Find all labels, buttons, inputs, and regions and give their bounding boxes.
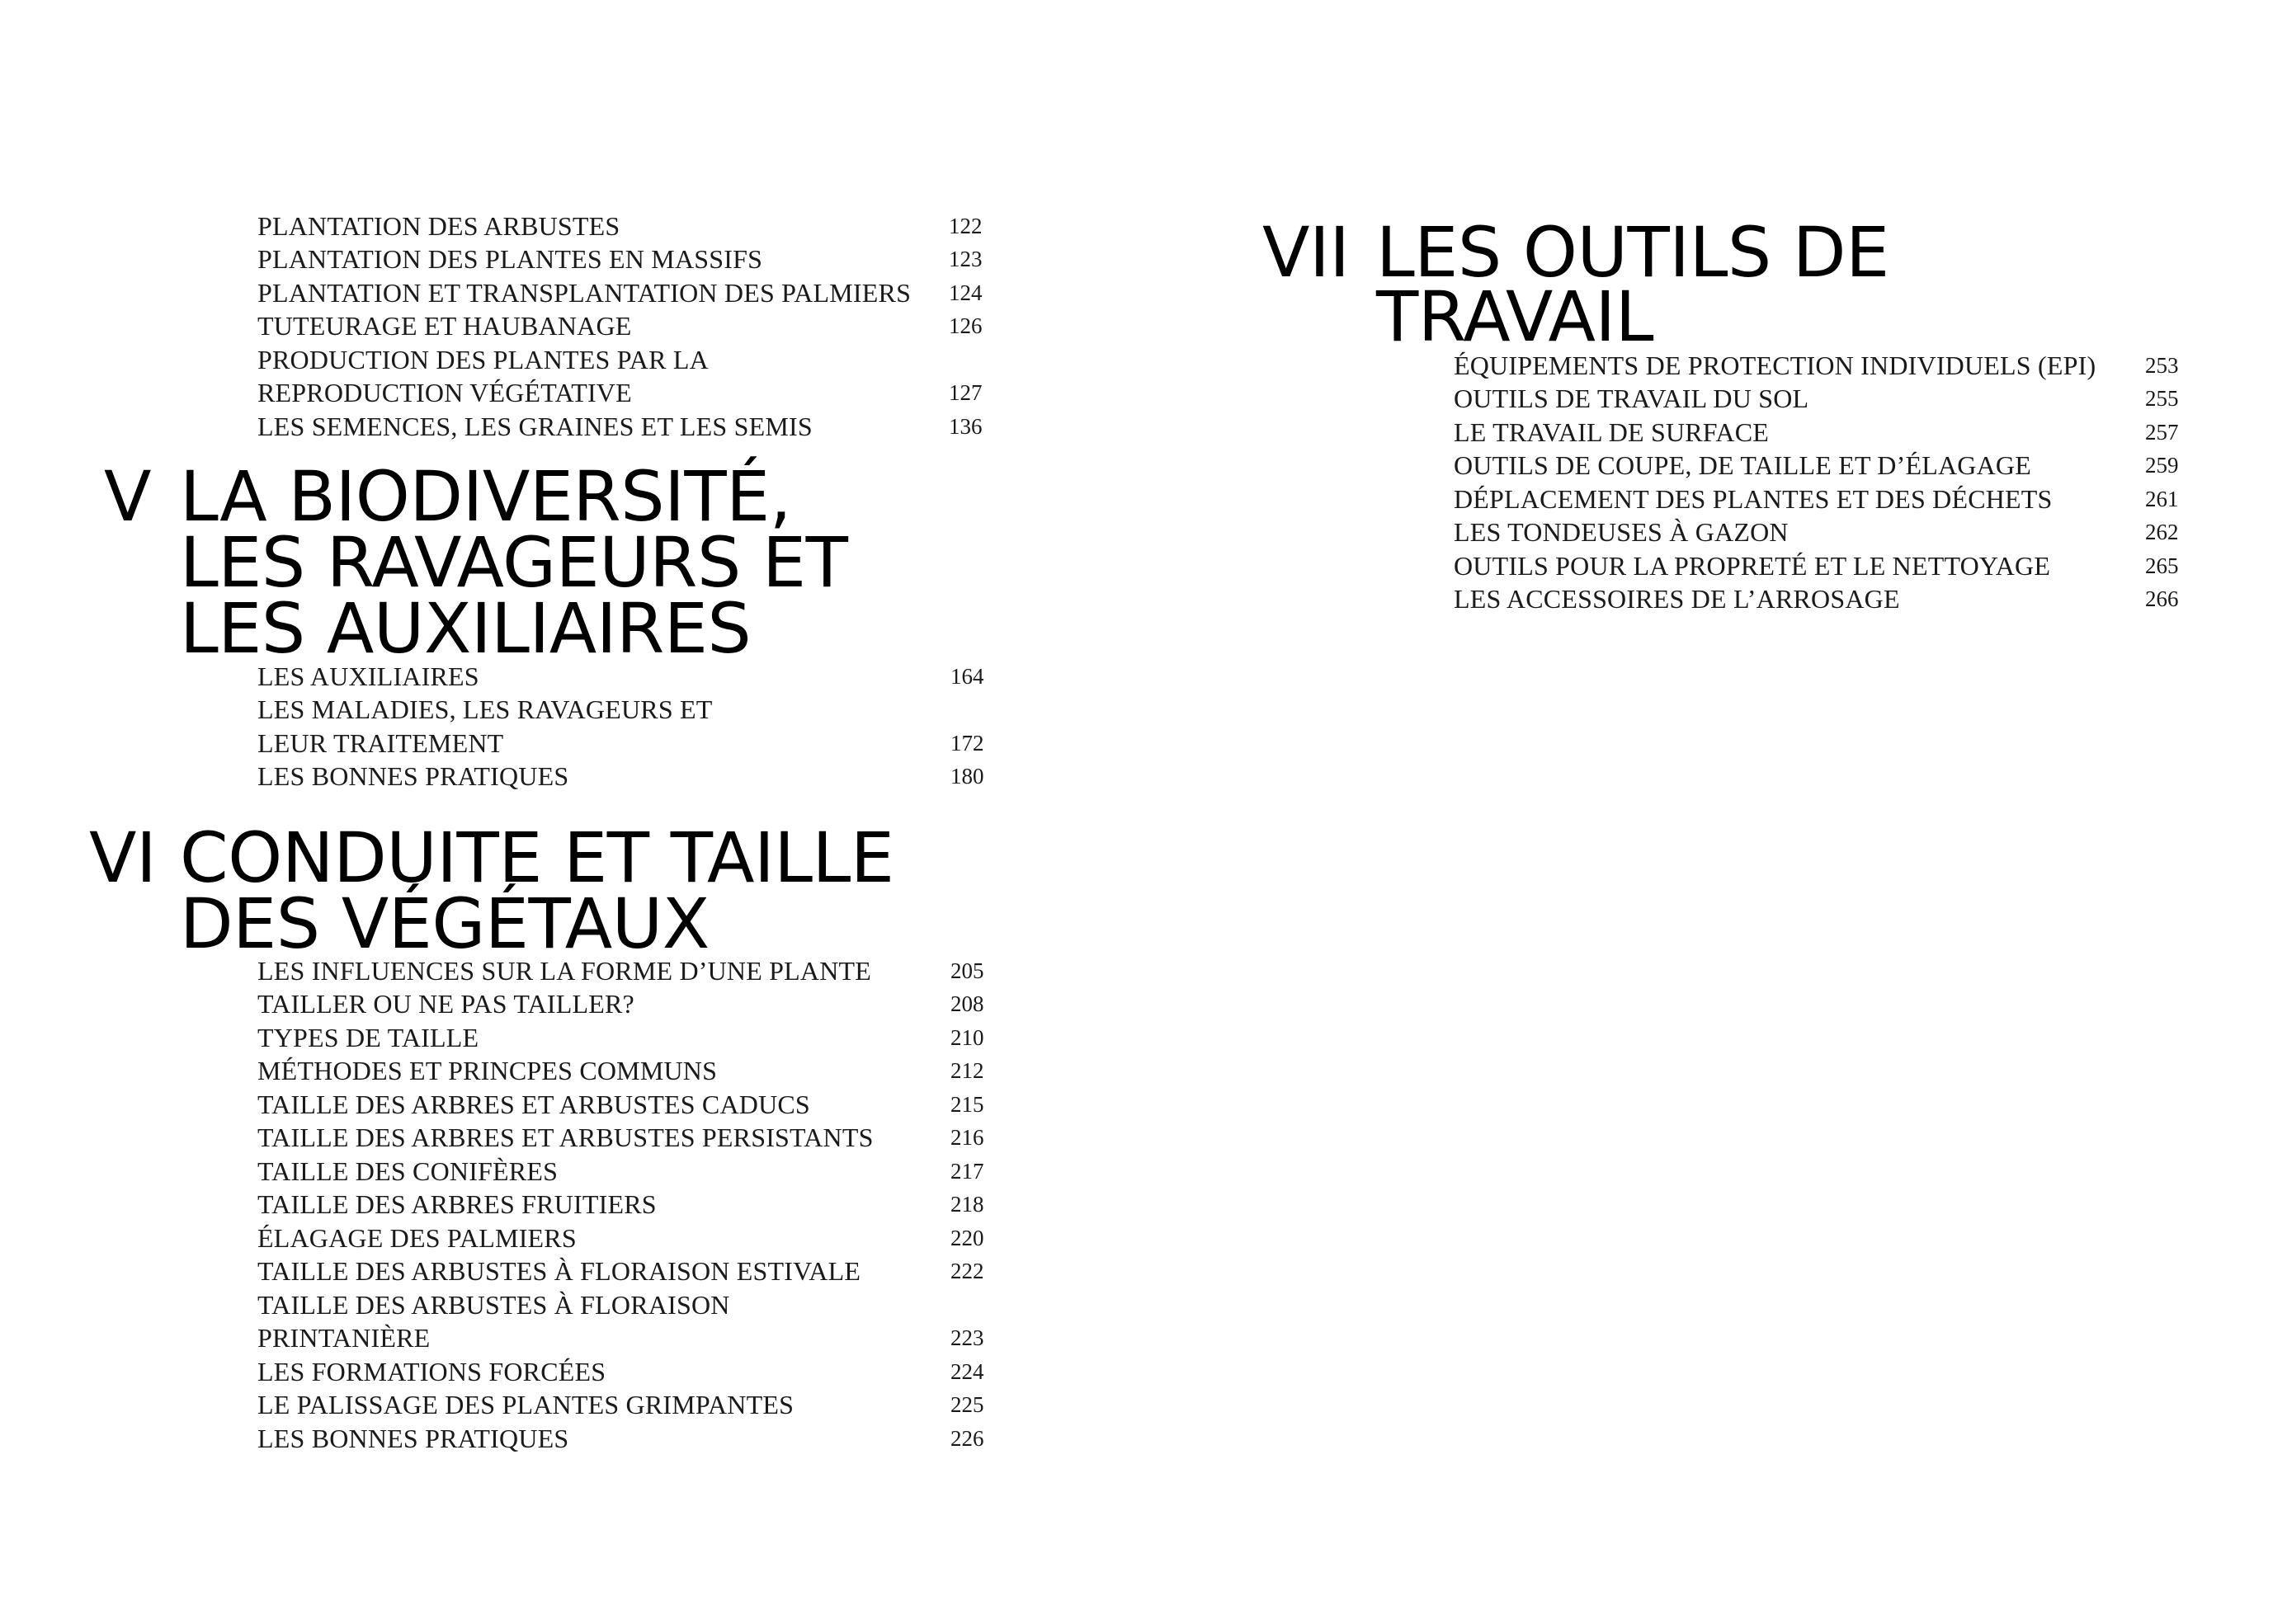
toc-entry[interactable] [1454, 415, 2196, 449]
toc-entry-page: 218 [950, 1192, 984, 1217]
toc-entry[interactable] [257, 659, 1016, 693]
toc-entry-page: 222 [950, 1259, 984, 1283]
toc-entry-title: LES FORMATIONS FORCÉES [257, 1356, 606, 1386]
toc-entry[interactable] [1454, 482, 2196, 515]
toc-entry[interactable] [1454, 449, 2196, 482]
toc-entry-title: LES MALADIES, LES RAVAGEURS ET [257, 694, 713, 724]
toc-entry-title: DÉPLACEMENT DES PLANTES ET DES DÉCHETS [1454, 483, 2053, 514]
toc-entry-title: LE TRAVAIL DE SURFACE [1454, 417, 1770, 447]
toc-entry-page: 216 [950, 1125, 984, 1150]
toc-entry-title: LES BONNES PRATIQUES [257, 761, 569, 791]
toc-entry-title: PLANTATION DES ARBUSTES [257, 210, 620, 241]
toc-entry[interactable] [257, 342, 1016, 376]
toc-entry-title: LES TONDEUSES À GAZON [1454, 517, 1789, 547]
toc-entry-title: ÉQUIPEMENTS DE PROTECTION INDIVIDUELS (EPI) [1454, 350, 2096, 380]
toc-entry-title: PLANTATION ET TRANSPLANTATION DES PALMIERS [257, 277, 912, 308]
toc-entry-title: TAILLER OU NE PAS TAILLER? [257, 989, 634, 1019]
toc-entry[interactable] [257, 1221, 1016, 1254]
chapter-title-line: LES OUTILS DE [1376, 212, 1889, 293]
toc-entries-chapter-vii [1454, 348, 2196, 615]
toc-entry-title: TYPES DE TAILLE [257, 1022, 479, 1052]
toc-entry-page: 217 [950, 1158, 984, 1184]
toc-entry-title: LE PALISSAGE DES PLANTES GRIMPANTES [257, 1390, 795, 1419]
toc-entry-title: OUTILS DE COUPE, DE TAILLE ET D’ÉLAGAGE [1454, 450, 2031, 480]
toc-entry[interactable] [257, 1020, 1016, 1054]
toc-entries-chapter-iv [257, 209, 1016, 443]
toc-entry-page: 253 [2145, 352, 2179, 378]
toc-entry-title: MÉTHODES ET PRINCPES COMMUNS [257, 1056, 718, 1085]
toc-entry[interactable] [257, 309, 1016, 343]
toc-entry-title: OUTILS DE TRAVAIL DU SOL [1454, 384, 1809, 413]
toc-entry-page: 180 [950, 764, 984, 788]
toc-entry-title: TUTEURAGE ET HAUBANAGE [257, 311, 632, 341]
toc-entry-title: LES INFLUENCES SUR LA FORME D’UNE PLANTE [257, 955, 872, 986]
toc-entry[interactable] [257, 987, 1016, 1021]
toc-entry-page: 164 [950, 663, 984, 689]
toc-entry[interactable] [1454, 382, 2196, 416]
toc-entry-page: 224 [950, 1358, 984, 1384]
toc-entry-title: TAILLE DES ARBRES ET ARBUSTES CADUCS [257, 1089, 810, 1119]
toc-entry-page: 208 [950, 991, 984, 1016]
toc-entry-title: TAILLE DES ARBRES FRUITIERS [257, 1189, 657, 1219]
chapter-number: VII [1262, 212, 1350, 293]
toc-entry[interactable] [257, 409, 1016, 443]
toc-entry-page: 226 [950, 1425, 984, 1451]
toc-entry-title: OUTILS POUR LA PROPRETÉ ET LE NETTOYAGE [1454, 550, 2051, 581]
toc-entry-page: 126 [949, 313, 983, 338]
toc-entry[interactable] [257, 1287, 1016, 1321]
toc-entry[interactable] [257, 693, 1016, 727]
toc-entry[interactable] [1454, 582, 2196, 616]
toc-entry[interactable] [1454, 515, 2196, 549]
toc-entry[interactable] [257, 209, 1016, 242]
chapter-title-line: LES AUXILIAIRES [180, 588, 752, 669]
toc-entries-chapter-vi [257, 953, 1016, 1455]
toc-entry[interactable] [257, 760, 1016, 793]
toc-entry-title: PRODUCTION DES PLANTES PAR LA [257, 344, 709, 374]
toc-entry-page: 210 [950, 1024, 984, 1050]
toc-entry-page: 262 [2145, 520, 2179, 544]
toc-entry[interactable] [257, 242, 1016, 276]
toc-entry-page: 205 [950, 958, 984, 983]
toc-entry-page: 127 [949, 380, 983, 405]
toc-entry-page: 212 [950, 1058, 984, 1083]
toc-entry-page: 124 [949, 280, 983, 305]
toc-entry-page: 257 [2145, 419, 2179, 445]
toc-entry[interactable] [257, 1388, 1016, 1422]
toc-entry-page: 136 [949, 413, 983, 439]
toc-entry-page: 255 [2145, 386, 2179, 411]
toc-entry[interactable] [257, 1321, 1016, 1355]
toc-entry-page: 265 [2145, 553, 2179, 578]
toc-entry[interactable] [1454, 548, 2196, 582]
chapter-title-line: TRAVAIL [1376, 276, 1653, 357]
chapter-title-line: CONDUITE ET TAILLE [180, 817, 894, 898]
toc-entry-title: LEUR TRAITEMENT [257, 727, 504, 758]
toc-entry-page: 122 [949, 213, 983, 238]
toc-entry-title: ÉLAGAGE DES PALMIERS [257, 1222, 577, 1253]
toc-entry[interactable] [257, 1354, 1016, 1388]
toc-entry-page: 225 [950, 1392, 984, 1417]
toc-entry[interactable] [257, 1054, 1016, 1088]
toc-entry-title: TAILLE DES CONIFÈRES [257, 1156, 559, 1186]
toc-entry[interactable] [257, 1154, 1016, 1188]
toc-entry-page: 266 [2145, 586, 2179, 611]
chapter-title-line: LA BIODIVERSITÉ, [180, 456, 791, 537]
toc-entry-page: 215 [950, 1091, 984, 1117]
toc-entry-title: PRINTANIÈRE [257, 1323, 431, 1353]
toc-entry-title: LES ACCESSOIRES DE L’ARROSAGE [1454, 584, 1900, 614]
toc-entry-title: PLANTATION DES PLANTES EN MASSIFS [257, 244, 763, 274]
toc-entry[interactable] [257, 1254, 1016, 1288]
toc-entry[interactable] [257, 1421, 1016, 1455]
toc-entries-chapter-v [257, 659, 1016, 793]
toc-entry-page: 123 [949, 247, 983, 271]
toc-entry[interactable] [257, 1121, 1016, 1155]
toc-entry-title: LES AUXILIAIRES [257, 661, 479, 691]
toc-entry-title: LES BONNES PRATIQUES [257, 1423, 569, 1453]
toc-entry[interactable] [257, 953, 1016, 987]
toc-entry-title: TAILLE DES ARBUSTES À FLORAISON ESTIVALE [257, 1256, 861, 1286]
toc-entry-title: REPRODUCTION VÉGÉTATIVE [257, 378, 632, 407]
chapter-title-line: DES VÉGÉTAUX [180, 883, 710, 964]
toc-entry[interactable] [257, 1188, 1016, 1222]
toc-entry-page: 223 [950, 1325, 984, 1350]
toc-entry[interactable] [257, 1087, 1016, 1121]
toc-entry-title: LES SEMENCES, LES GRAINES ET LES SEMIS [257, 411, 813, 441]
toc-entry[interactable] [257, 726, 1016, 760]
toc-entry[interactable] [257, 376, 1016, 410]
chapter-number: VI [89, 817, 157, 898]
chapter-number: V [104, 456, 151, 537]
toc-entry-title: TAILLE DES ARBRES ET ARBUSTES PERSISTANTS [257, 1123, 874, 1152]
toc-entry-page: 261 [2145, 486, 2179, 511]
toc-entry[interactable] [257, 275, 1016, 309]
toc-entry-page: 172 [950, 730, 984, 756]
toc-entry-title: TAILLE DES ARBUSTES À FLORAISON [257, 1289, 730, 1320]
toc-entry-page: 220 [950, 1225, 984, 1250]
chapter-title-line: LES RAVAGEURS ET [180, 522, 848, 603]
toc-entry[interactable] [1454, 348, 2196, 382]
toc-entry-page: 259 [2145, 453, 2179, 478]
